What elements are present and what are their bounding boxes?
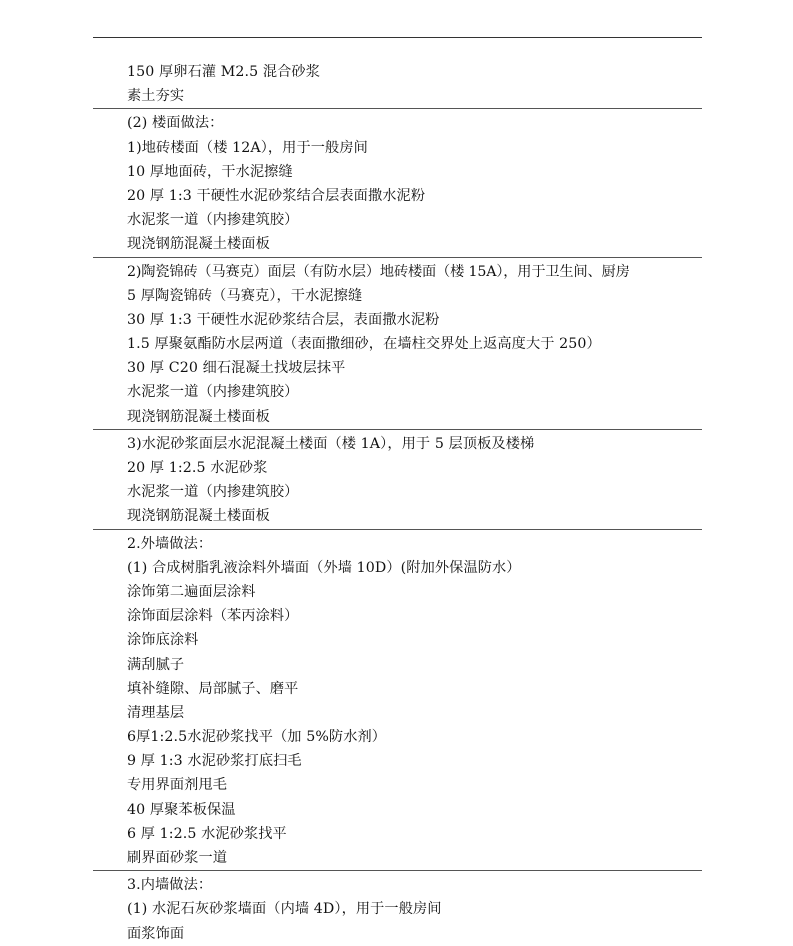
text-line: 2)陶瓷锦砖（马赛克）面层（有防水层）地砖楼面（楼 15A），用于卫生间、厨房 — [127, 263, 630, 280]
text-line: 涂饰底涂料 — [127, 632, 199, 649]
text-line: 1)地砖楼面（楼 12A），用于一般房间 — [127, 139, 368, 156]
text-line: 现浇钢筋混凝土楼面板 — [127, 236, 270, 253]
text-line: 素土夯实 — [127, 88, 185, 105]
section-floor-mortar — [93, 429, 702, 529]
text-line: 现浇钢筋混凝土楼面板 — [127, 408, 270, 425]
text-line: 3)水泥砂浆面层水泥混凝土楼面（楼 1A），用于 5 层顶板及楼梯 — [127, 435, 535, 452]
text-line: 6厚1:2.5水泥砂浆找平（加 5%防水剂） — [127, 729, 387, 746]
text-line: 30 厚 C20 细石混凝土找坡层抹平 — [127, 360, 346, 377]
text-line: 9 厚 1:3 水泥砂浆打底扫毛 — [127, 753, 302, 770]
text-line: 清理基层 — [127, 704, 185, 721]
text-line: 30 厚 1:3 干硬性水泥砂浆结合层，表面撒水泥粉 — [127, 311, 440, 328]
document-body — [93, 37, 702, 946]
text-line: 涂饰第二遍面层涂料 — [127, 583, 256, 600]
text-line: 填补缝隙、局部腻子、磨平 — [127, 680, 299, 697]
text-line: 面浆饰面 — [127, 925, 185, 942]
section-ground-base — [93, 37, 702, 108]
text-line: 150 厚卵石灌 M2.5 混合砂浆 — [127, 64, 320, 80]
section-heading: 3.内墙做法： — [127, 877, 213, 894]
text-line: 10 厚地面砖，干水泥擦缝 — [127, 163, 293, 180]
section-heading: 2.外墙做法： — [127, 535, 213, 552]
text-line: 20 厚 1:2.5 水泥砂浆 — [127, 460, 268, 476]
text-line: (1) 合成树脂乳液涂料外墙面（外墙 10D）(附加外保温防水） — [127, 559, 521, 576]
text-line: 20 厚 1:3 干硬性水泥砂浆结合层表面撒水泥粉 — [127, 187, 426, 204]
section-heading: (2) 楼面做法： — [127, 115, 224, 132]
text-line: 水泥浆一道（内掺建筑胶） — [127, 484, 299, 501]
text-line: 6 厚 1:2.5 水泥砂浆找平 — [127, 825, 287, 842]
text-line: 刷界面砂浆一道 — [127, 850, 228, 866]
text-line: 专用界面剂甩毛 — [127, 777, 228, 794]
text-line: 涂饰面层涂料（苯丙涂料） — [127, 608, 299, 625]
text-line: 水泥浆一道（内掺建筑胶） — [127, 212, 299, 229]
section-exterior-wall — [93, 529, 702, 871]
section-floor-tile — [93, 108, 702, 256]
text-line: 水泥浆一道（内掺建筑胶） — [127, 384, 299, 401]
section-interior-wall — [93, 870, 702, 946]
text-line: 满刮腻子 — [127, 656, 185, 673]
text-line: 1.5 厚聚氨酯防水层两道（表面撒细砂，在墙柱交界处上返高度大于 250） — [127, 336, 601, 353]
text-line: 现浇钢筋混凝土楼面板 — [127, 508, 270, 525]
section-floor-mosaic — [93, 257, 702, 429]
text-line: (1) 水泥石灰砂浆墙面（内墙 4D），用于一般房间 — [127, 901, 442, 918]
text-line: 40 厚聚苯板保温 — [127, 801, 236, 818]
text-line: 5 厚陶瓷锦砖（马赛克），干水泥擦缝 — [127, 287, 363, 304]
